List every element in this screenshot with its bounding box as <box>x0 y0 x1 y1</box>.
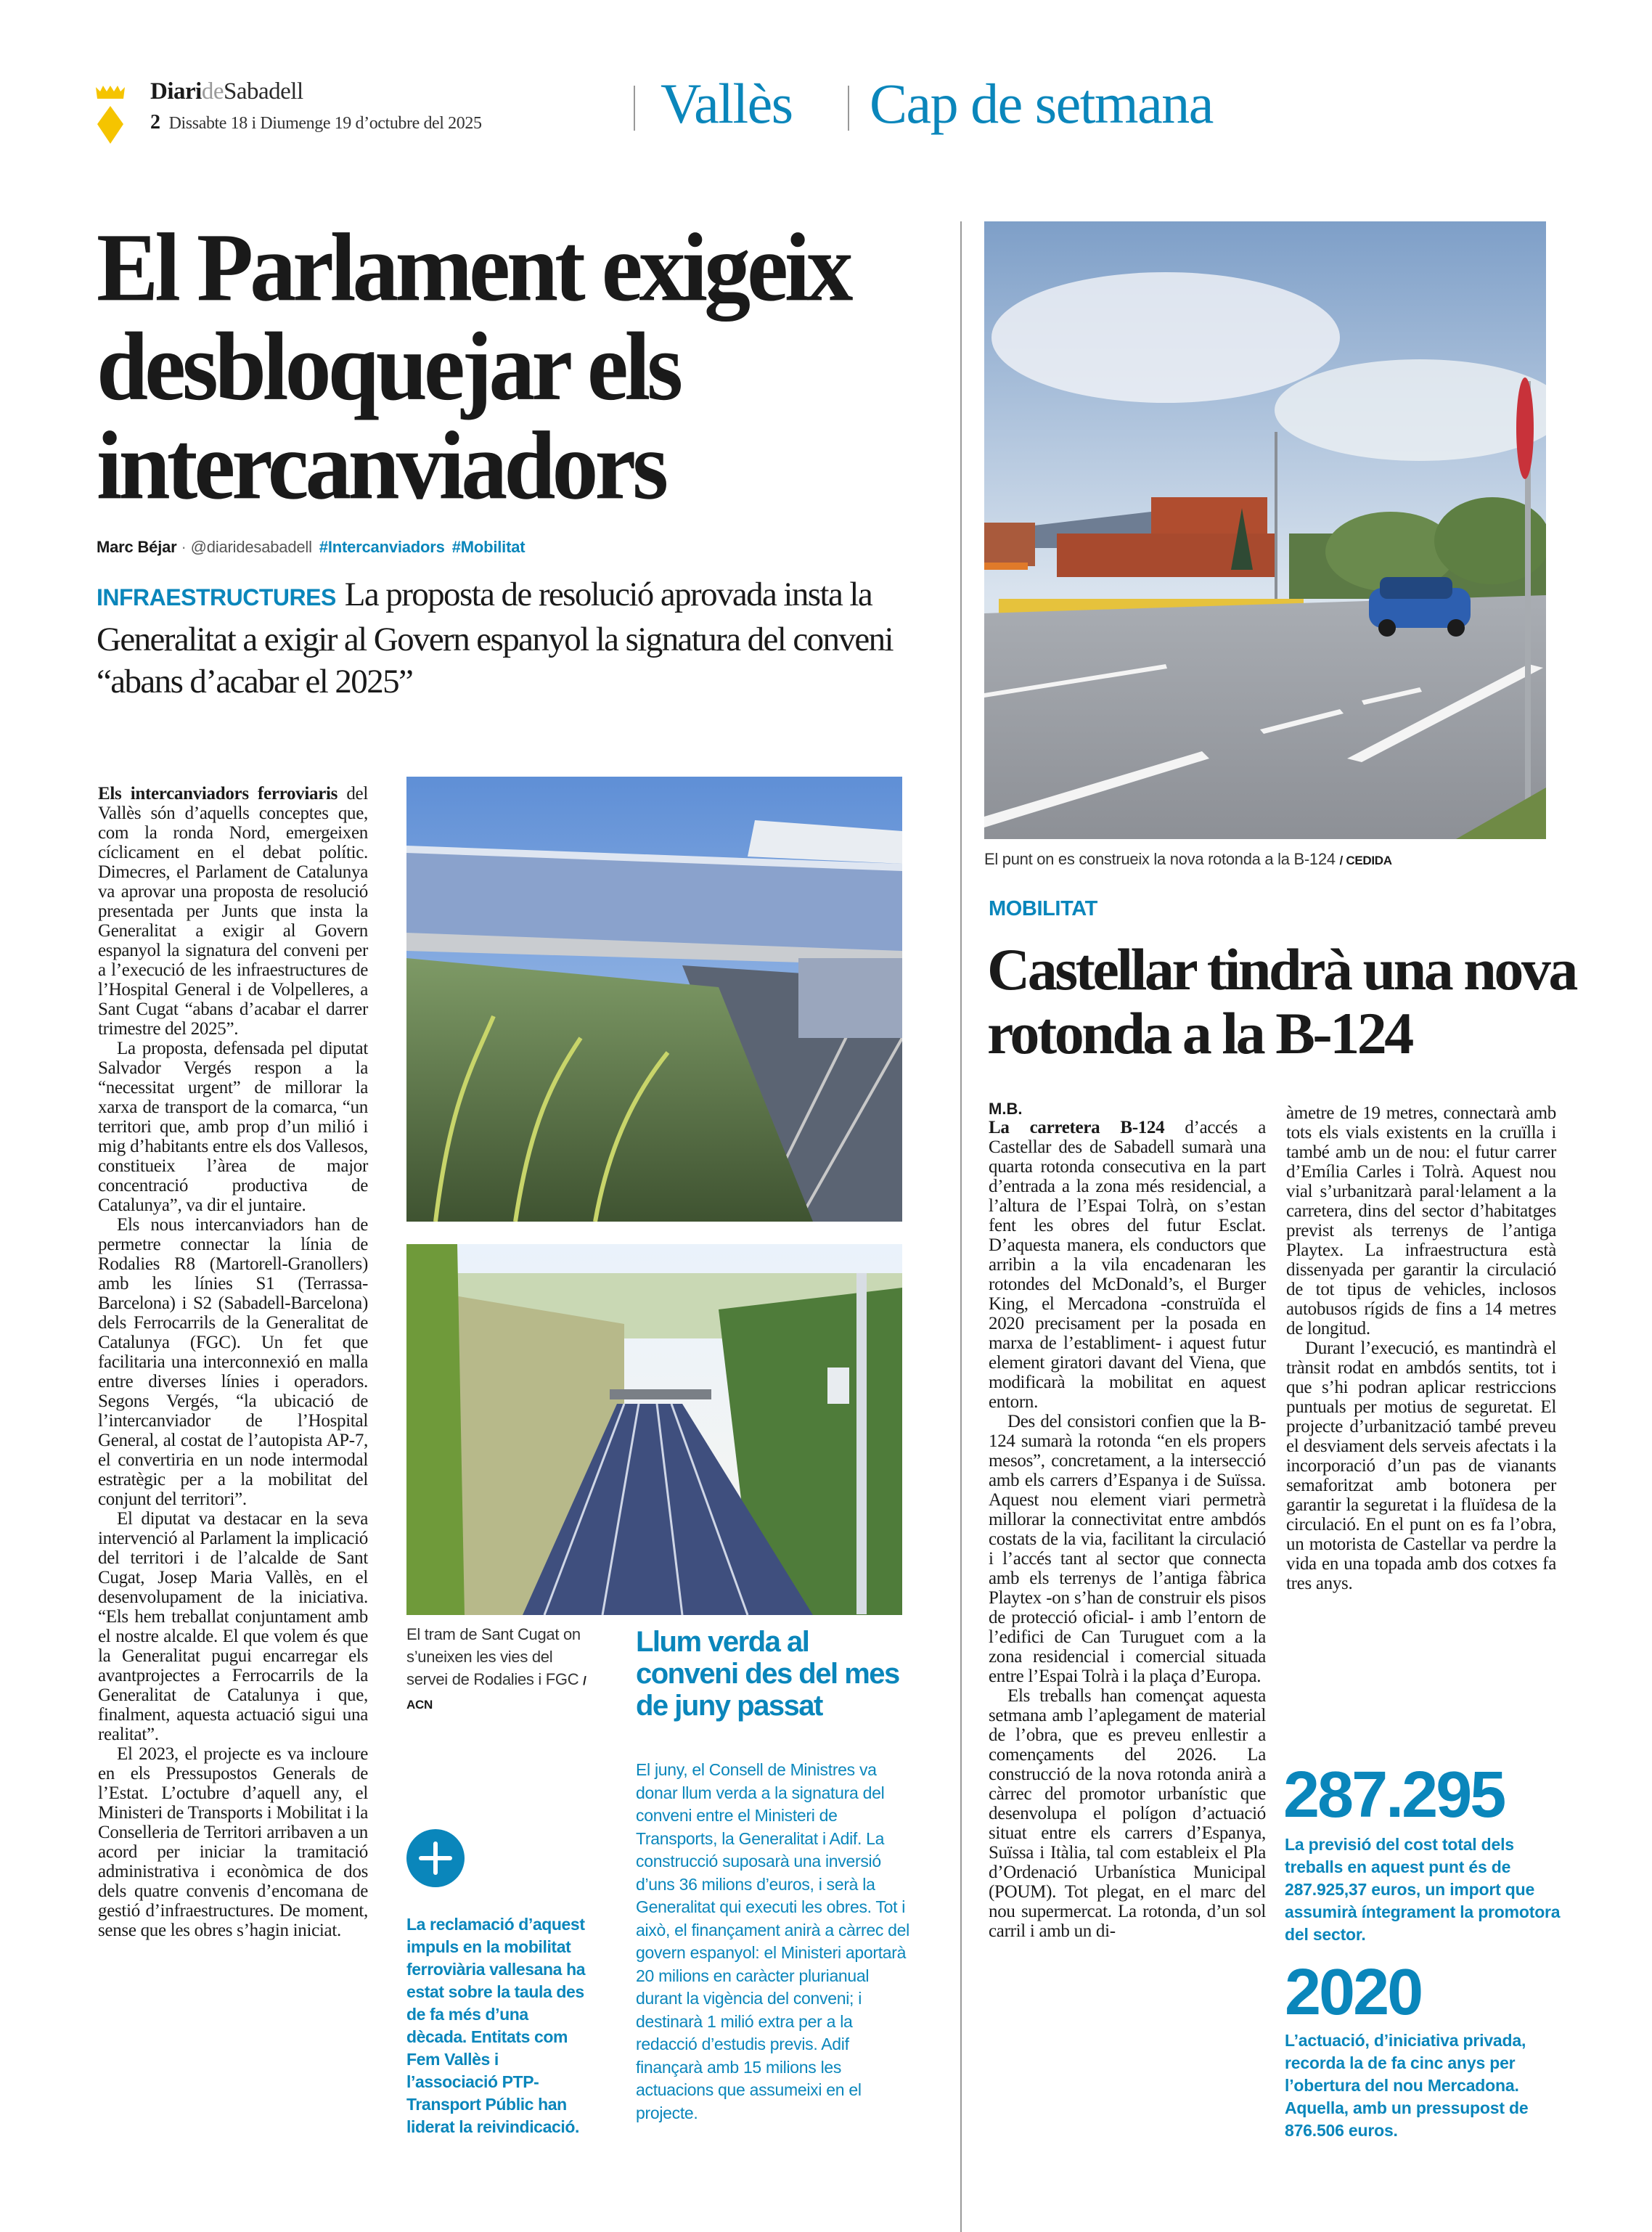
social-handle[interactable]: @diaridesabadell <box>190 538 312 556</box>
article-paragraph: àmetre de 19 metres, connectarà amb tots els vials existents en la cruïlla i també amb un de nou: el futur carrer d’Emília Carles i Tolrà. Aquest nou vial s’urbanitzarà paral·lelament a la carretera, dins del sector d’habitatges previst als terrenys de l’antiga Playtex. La infraestructura està dissenyada per garantir la circulació de tot tipus de vehicles, inclosos autobusos rígids de fins a 14 metres de longitud. <box>1286 1103 1556 1338</box>
subsection-title[interactable]: Cap de setmana <box>870 72 1213 135</box>
article-paragraph: La proposta, defensada pel diputat Salvador Vergés respon a la “necessitat urgent” de millorar la xarxa de transport de la comarca, “un territori que, amb prop d’un milió i mig d’habitants entre els dos Vallesos, constitueix l’àrea de major concentració productiva de Catalunya”, va dir el juntaire. <box>98 1039 368 1215</box>
article-paragraph <box>98 784 368 1039</box>
photo-road-roundabout <box>984 221 1546 839</box>
brand-diari: Diari <box>150 78 202 105</box>
brand-sabadell: Sabadell <box>223 78 303 105</box>
main-headline: El Parlament exigeix desbloquejar els intercanviadors <box>97 213 850 520</box>
figure-number: 2020 <box>1285 1956 1422 2029</box>
dateline <box>150 111 482 134</box>
caption-text: El tram de Sant Cugat on s’uneixen les vies del servei de Rodalies i FGC <box>406 1625 581 1688</box>
byline <box>97 538 525 557</box>
article-paragraph: Els nous intercanviadors han de permetre connectar la línia de Rodalies R8 (Martorell-Granollers) amb les línies S1 (Terrassa-Barcelona) i S2 (Sabadell-Barcelona) dels Ferrocarrils de la Generalitat de Catalunya (FGC). Un fet que facilitaria una interconnexió en malla entre diverses línies i operadors. Segons Vergés, “la ubicació de l’intercanviador de l’Hospital General, al costat de l’autopista AP-7, el convertiria en un node intermodal estratègic per a la mobilitat del conjunt del territori”. <box>98 1215 368 1509</box>
sidebar-blurb: La reclamació d’aquest impuls en la mobilitat ferroviària vallesana ha estat sobre la taula des de fa més d’una dècada. Entitats com Fem Vallès i l’associació PTP-Transport Públic han liderat la reivindicació. <box>406 1915 586 2136</box>
photo-railway-tracks <box>406 1244 902 1615</box>
box-headline: Llum verda al conveni des del mes de juny passat <box>636 1626 899 1722</box>
plus-icon <box>406 1829 465 1887</box>
lead-in: La carretera B-124 <box>989 1118 1165 1137</box>
column-divider <box>960 221 962 2232</box>
hashtag-link[interactable]: #Mobilitat <box>451 538 526 556</box>
author-name: M.B. <box>989 1100 1023 1118</box>
section-divider <box>848 86 849 131</box>
photo-credit: / ACN <box>406 1674 586 1712</box>
article-paragraph: El diputat va destacar en la seva intervenció al Parlament la implicació del territori i de l’alcalde de Sant Cugat, Josep Maria Vallès, en el desenvolupament de la iniciativa. “Els hem treballat conjuntament amb el nostre alcalde. El que volem és que la Generalitat pugui encarregar els avantprojectes a Ferrocarrils de la Generalitat de Catalunya i que, finalment, aquesta actuació sigui una realitat”. <box>98 1509 368 1744</box>
brand-de: de <box>201 78 224 105</box>
photo-caption <box>984 849 1392 872</box>
section-kicker: MOBILITAT <box>989 897 1097 920</box>
photo-caption <box>406 1623 595 1716</box>
article-body-column <box>1286 1103 1556 1593</box>
section-title[interactable]: Vallès <box>661 72 793 135</box>
box-body: El juny, el Consell de Ministres va donar llum verda a la signatura del conveni entre el Ministeri de Transports, la Generalitat i Adif. La construcció suposarà una inversió d’uns 36 milions d’euros, i serà la Generalitat qui executi les obres. Tot i això, el finançament anirà a càrrec del govern espanyol: el Ministeri aportarà 20 milions en caràcter plurianual durant la vigència del conveni; i destinarà 1 milió extra per a la redacció d’estudis previs. Adif finançarà amb 15 milions les actuacions que assumeixi en el projecte. <box>636 1760 909 2122</box>
article-paragraph <box>989 1118 1266 1412</box>
paragraph-text: del Vallès són d’aquells conceptes que, com la ronda Nord, emergeixen cíclicament en el debat polític. Dimecres, el Parlament de Catalunya va aprovar una proposta de resolució presentada per Junts que insta la Generalitat a exigir al Govern espanyol la signatura del conveni per a l’execució de les infraestructures de l’Hospital General i de Volpelleres, a Sant Cugat “abans d’acabar el darrer trimestre del 2025”. <box>98 784 368 1039</box>
figure-description: La previsió del cost total dels treballs en aquest punt és de 287.925,37 euros, un import que assumirà íntegrament la promotora del sector. <box>1285 1835 1561 1944</box>
caption-text: El punt on es construeix la nova rotonda a la B-124 <box>984 850 1336 868</box>
newspaper-logo-icon <box>94 84 126 144</box>
figure-description: L’actuació, d’iniciativa privada, recorda la de fa cinc anys per l’obertura del nou Mercadona. Aquella, amb un pressupost de 876.506 euros. <box>1285 2031 1529 2140</box>
figure-number: 287.295 <box>1283 1759 1505 1831</box>
subheadline <box>97 573 924 703</box>
issue-date: Dissabte 18 i Diumenge 19 d’octubre del 2025 <box>168 114 482 133</box>
byline-separator: · <box>181 538 187 556</box>
paragraph-text: d’accés a Castellar des de Sabadell sumarà una quarta rotonda consecutiva en la part d’entrada a la zona més residencial, a l’altura de l’Espai Tolrà, on s’estan fent les obres del futur Esclat. D’aquesta manera, els conductors que arribin a la vila encadenaran les rotondes del McDonald’s, el Burger King, el Mercadona -construïda el 2020 precisament per la posada en marxa de l’establiment- i aquest futur element giratori davant del Viena, que modificarà la mobilitat en aquest entorn. <box>989 1118 1266 1412</box>
article-paragraph: Des del consistori confien que la B-124 sumarà la rotonda “en els propers mesos”, concretament, a la intersecció amb els carrers d’Espanya i de Suïssa. Aquest nou element viari permetrà millorar la connectivitat entre ambdós costats de la via, facilitant la circulació i l’accés tant al sector que connecta amb els terrenys de l’antiga fàbrica Playtex -on s’han de construir els pisos de protecció oficial- i amb l’entorn de l’edifici de Can Turuguet com a la zona residencial i comercial situada entre l’Espai Tolrà i la plaça d’Europa. <box>989 1412 1266 1686</box>
author-name: Marc Béjar <box>97 538 177 556</box>
article-headline: Castellar tindrà una nova rotonda a la B-124 <box>987 936 1576 1066</box>
article-paragraph: El 2023, el projecte es va incloure en els Pressupostos Generals de l’Estat. L’octubre d’aquell any, el Ministeri de Transports i Mobilitat i la Conselleria de Territori arribaven a un acord per iniciar la tramitació administrativa i econòmica de dos dels quatre convenis d’encomana de gestió d’infraestructures. De moment, sense que les obres s’hagin iniciat. <box>98 1744 368 1940</box>
page-number: 2 <box>150 111 160 134</box>
article-body-column <box>989 1118 1266 1941</box>
article-paragraph: Els treballs han començat aquesta setmana amb l’aplegament de material de l’obra, que es preveu enllestir a començaments del 2026. La construcció de la nova rotonda anirà a càrrec del promotor urbanístic que desenvolupa el polígon d’actuació situat entre els carrers d’Espanya, Suïssa i Itàlia, tal com estableix el Pla d’Ordenació Urbanística Municipal (POUM). Tot plegat, en el marc del nou supermercat. La rotonda, d’un sol carril i amb un di- <box>989 1686 1266 1941</box>
subhead-text: La proposta de resolució aprovada insta la Generalitat a exigir al Govern espanyol la signatura del conveni “abans d’acabar el 2025” <box>97 576 893 700</box>
photo-station-bridge <box>406 777 902 1222</box>
article-paragraph: Durant l’execució, es mantindrà el trànsit rodat en ambdós sentits, tot i que s’hi podran aplicar restriccions puntuals per motius de seguretat. El projecte d’urbanització també preveu el desviament dels serveis afectats i la incorporació d’un pas de vianants semaforitzat amb botonera per garantir la seguretat i la fluïdesa de la circulació. En el punt on es fa l’obra, un motorista de Castellar va perdre la vida en una topada amb dos cotxes fa tres anys. <box>1286 1338 1556 1593</box>
lead-in: Els intercanviadors ferroviaris <box>98 784 338 804</box>
section-divider <box>634 86 635 131</box>
brand-name[interactable] <box>150 78 303 105</box>
hashtag-link[interactable]: #Intercanviadors <box>319 538 445 556</box>
article-body-column <box>98 784 368 1940</box>
section-kicker: INFRAESTRUCTURES <box>97 584 336 610</box>
photo-credit: / CEDIDA <box>1339 854 1392 867</box>
